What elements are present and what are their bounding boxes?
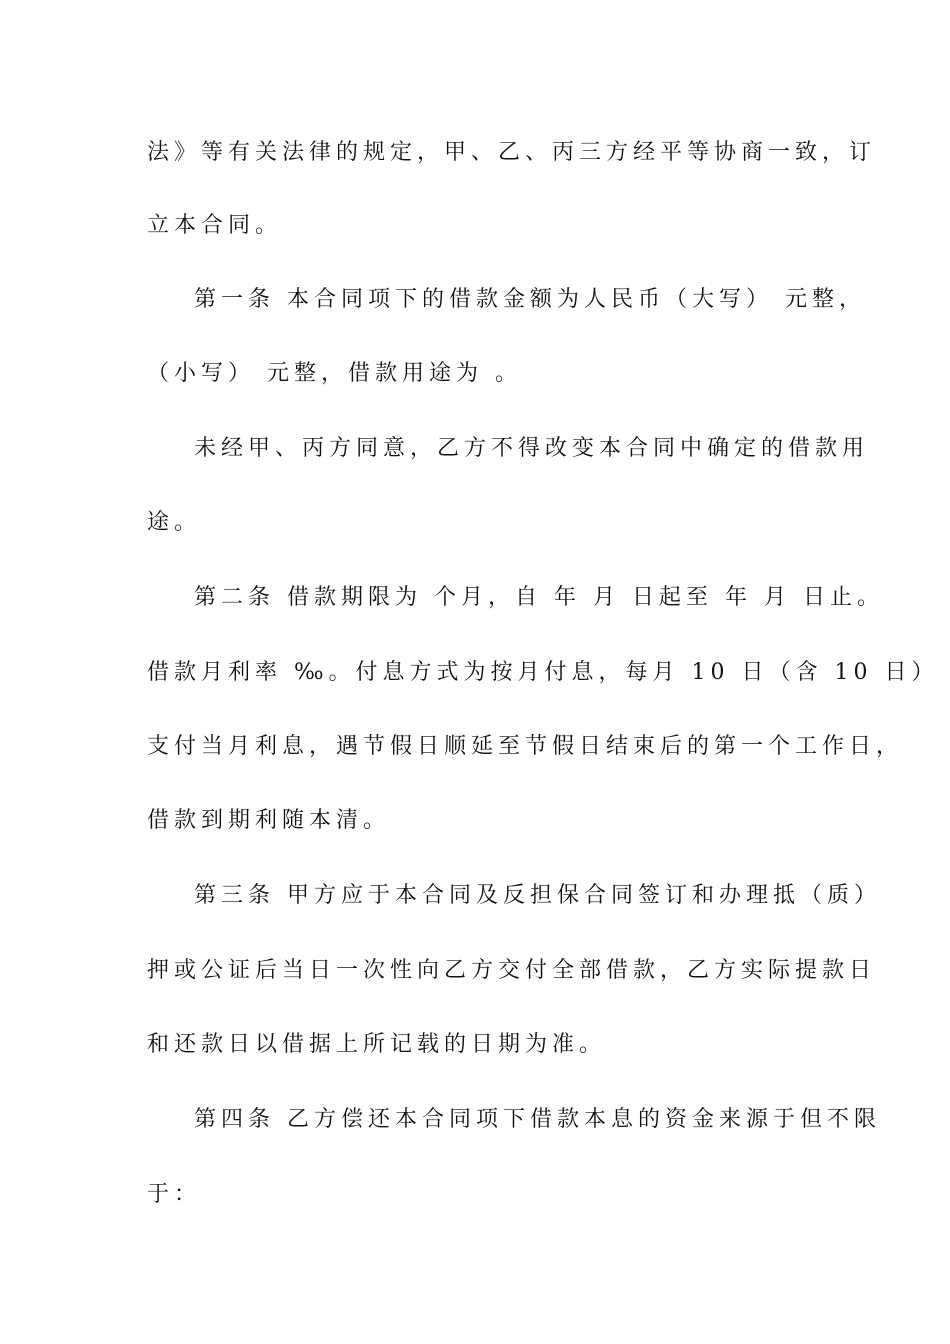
article-4-heading-line: 第四条 乙方偿还本合同项下借款本息的资金来源于但不限	[194, 1107, 881, 1132]
text-line: 于：	[147, 1182, 202, 1207]
article-3-heading-line: 第三条 甲方应于本合同及反担保合同签订和办理抵（质）	[194, 883, 881, 908]
text-line: 支付当月利息，遇节假日顺延至节假日结束后的第一个工作日，	[147, 734, 904, 759]
text-line: （小写） 元整，借款用途为 。	[147, 361, 522, 386]
text-line: 借款月利率 ‰。付息方式为按月付息，每月 10 日（含 10 日）	[147, 660, 939, 685]
text-line: 押或公证后当日一次性向乙方交付全部借款，乙方实际提款日	[147, 958, 877, 983]
article-1-heading-line: 第一条 本合同项下的借款金额为人民币（大写） 元整，	[194, 287, 866, 312]
text-line: 法》等有关法律的规定，甲、乙、丙三方经平等协商一致，订	[147, 140, 877, 165]
article-2-heading-line: 第二条 借款期限为 个月，自 年 月 日起至 年 月 日止。	[194, 585, 884, 610]
text-line: 借款到期利随本清。	[147, 808, 391, 833]
text-line: 未经甲、丙方同意，乙方不得改变本合同中确定的借款用	[194, 436, 870, 461]
text-line: 途。	[147, 510, 202, 535]
text-line: 立本合同。	[147, 213, 283, 238]
text-line: 和还款日以借据上所记载的日期为准。	[147, 1032, 607, 1057]
